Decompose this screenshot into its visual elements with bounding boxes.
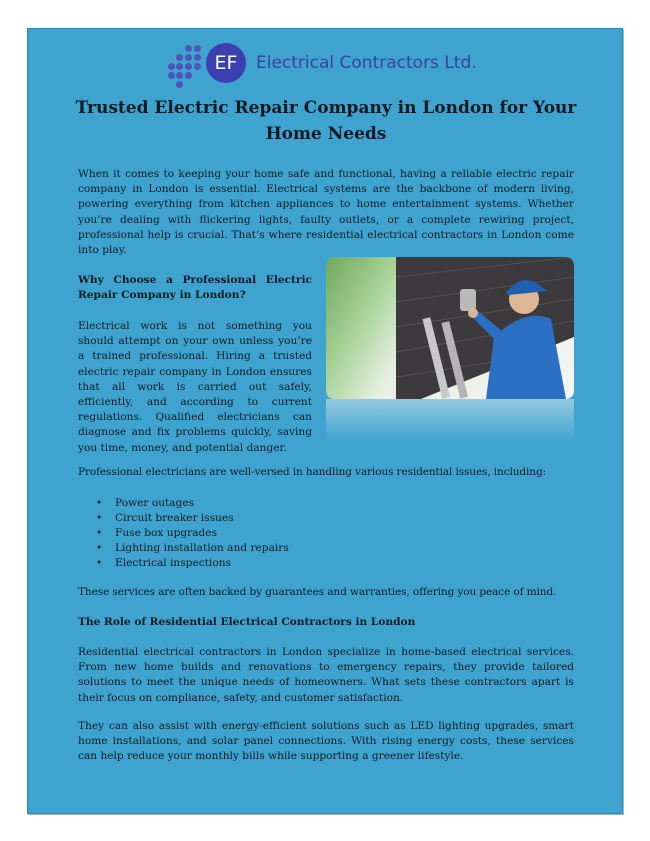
section2-paragraph-2: They can also assist with energy-efficient solutions such as LED lighting upgrades, smart home installations, and solar panel connections. With rising energy costs, these services can help reduce your monthly bills while supporting a greener lifestyle. bbox=[78, 720, 574, 763]
electrician-illustration bbox=[326, 257, 574, 399]
list-item: • Electrical inspections bbox=[96, 556, 289, 571]
page-title: Trusted Electric Repair Company in London for Your Home Needs bbox=[75, 98, 577, 144]
list-item: • Lighting installation and repairs bbox=[96, 541, 289, 556]
section1-paragraph: Electrical work is not something you should attempt on your own unless you’re a trained professional. Hiring a trusted electric repair company in London ensures that all work is carried out safely, efficiently, and according to current regulations. Qualified electricians can diagnose and fix problems quickly, saving you time, money, and potential danger. bbox=[78, 320, 312, 454]
logo-monogram: EF bbox=[206, 43, 246, 83]
list-intro: Professional electricians are well-versed in handling various residential issues, including: bbox=[78, 466, 547, 478]
logo-company-name: Electrical Contractors Ltd. bbox=[256, 53, 477, 73]
closing-paragraph: These services are often backed by guarantees and warranties, offering you peace of mind. bbox=[78, 586, 557, 598]
list-item: • Circuit breaker issues bbox=[96, 511, 289, 526]
intro-paragraph: When it comes to keeping your home safe and functional, having a reliable electric repair company in London is essential. Electrical systems are the backbone of modern living, powering everything from kitchen appliances to home entertainment systems. Whether you’re dealing with flickering lights, faulty outlets, or a complete rewiring project, professional help is crucial. That’s where residential electrical contractors in London come into play. bbox=[78, 168, 574, 257]
electrician-photo bbox=[326, 257, 574, 399]
services-list bbox=[96, 496, 289, 571]
list-item: • Fuse box upgrades bbox=[96, 526, 289, 541]
section2-heading: The Role of Residential Electrical Contractors in London bbox=[78, 616, 416, 628]
company-logo bbox=[168, 39, 498, 89]
list-item: • Power outages bbox=[96, 496, 289, 511]
document-page bbox=[27, 28, 623, 814]
photo-reflection bbox=[326, 399, 574, 441]
section1-heading: Why Choose a Professional Electric Repair Company in London? bbox=[78, 274, 312, 302]
logo-dots-graphic bbox=[168, 41, 208, 85]
section2-paragraph-1: Residential electrical contractors in London specialize in home-based electrical services. From new home builds and renovations to emergency repairs, they provide tailored solutions to meet the unique needs of homeowners. What sets these contractors apart is their focus on compliance, safety, and customer satisfaction. bbox=[78, 646, 574, 704]
